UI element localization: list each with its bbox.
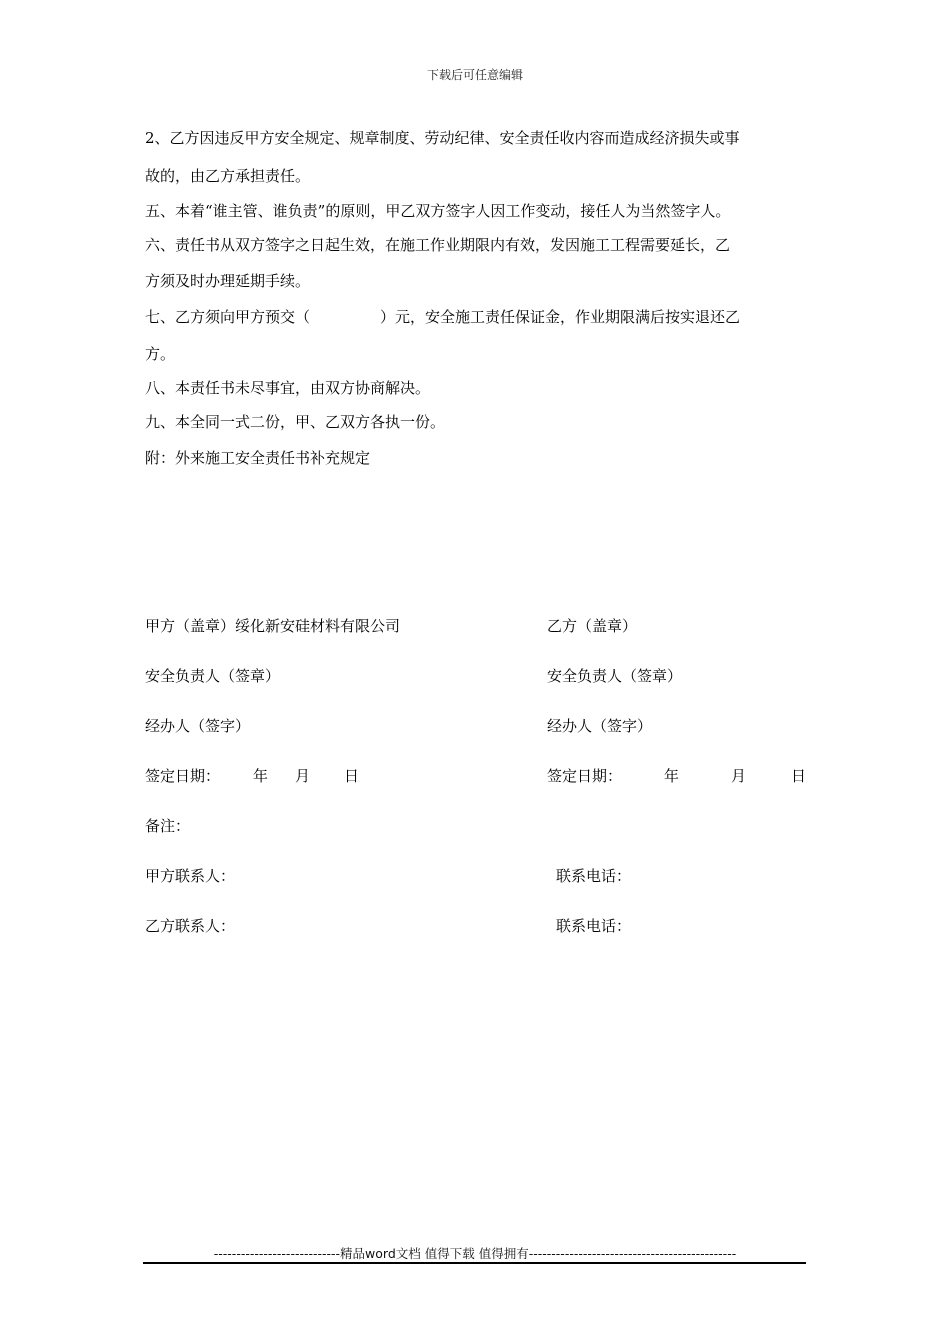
- attachment-note: 附：外来施工安全责任书补充规定: [145, 449, 371, 467]
- day-label-b: 日: [791, 767, 807, 785]
- clause-7-prefix: 七、乙方须向甲方预交（: [145, 308, 311, 326]
- sign-date-a: [145, 766, 359, 786]
- year-label-a: 年: [253, 767, 269, 785]
- month-label-b: 月: [731, 767, 747, 785]
- year-label-b: 年: [664, 767, 680, 785]
- month-label-a: 月: [295, 767, 311, 785]
- sign-date-label-a: 签定日期：: [145, 767, 221, 785]
- phone-b: 联系电话：: [556, 917, 632, 935]
- footer-rule: [143, 1262, 806, 1264]
- page-header: 下载后可任意编辑: [426, 68, 523, 82]
- handler-a: 经办人（签字）: [145, 717, 251, 735]
- day-label-a: 日: [344, 767, 360, 785]
- clause-6-line-2: 方须及时办理延期手续。: [145, 272, 311, 290]
- safety-officer-a: 安全负责人（签章）: [145, 667, 281, 685]
- remarks-label: 备注：: [145, 817, 191, 835]
- clause-2-line-2: 故的，由乙方承担责任。: [145, 167, 311, 185]
- clause-5: 五、本着“谁主管、谁负责”的原则，甲乙双方签字人因工作变动，接任人为当然签字人。: [145, 202, 731, 220]
- safety-officer-b: 安全负责人（签章）: [547, 667, 683, 685]
- sign-date-b: [547, 766, 806, 786]
- handler-b: 经办人（签字）: [547, 717, 653, 735]
- clause-6-line-1: 六、责任书从双方签字之日起生效，在施工作业期限内有效，发因施工工程需要延长，乙: [145, 236, 731, 254]
- party-a-seal: 甲方（盖章）绥化新安硅材料有限公司: [145, 617, 401, 635]
- sign-date-label-b: 签定日期：: [547, 767, 623, 785]
- phone-a: 联系电话：: [556, 867, 632, 885]
- clause-7-line-2: 方。: [145, 345, 176, 363]
- clause-9: 九、本全同一式二份，甲、乙双方各执一份。: [145, 413, 446, 431]
- clause-7-suffix: ）元，安全施工责任保证金，作业期限满后按实退还乙: [380, 308, 741, 326]
- contact-a: 甲方联系人：: [145, 867, 236, 885]
- contact-b: 乙方联系人：: [145, 917, 236, 935]
- clause-8: 八、本责任书未尽事宜，由双方协商解决。: [145, 379, 431, 397]
- clause-2-line-1: 2、乙方因违反甲方安全规定、规章制度、劳动纪律、安全责任收内容而造成经济损失或事: [145, 129, 740, 147]
- page-footer: ----------------------------精品word文档 值得下载 值得拥有----------------------------------------------: [213, 1246, 737, 1261]
- clause-7-line-1: [145, 307, 740, 327]
- party-b-seal: 乙方（盖章）: [547, 617, 638, 635]
